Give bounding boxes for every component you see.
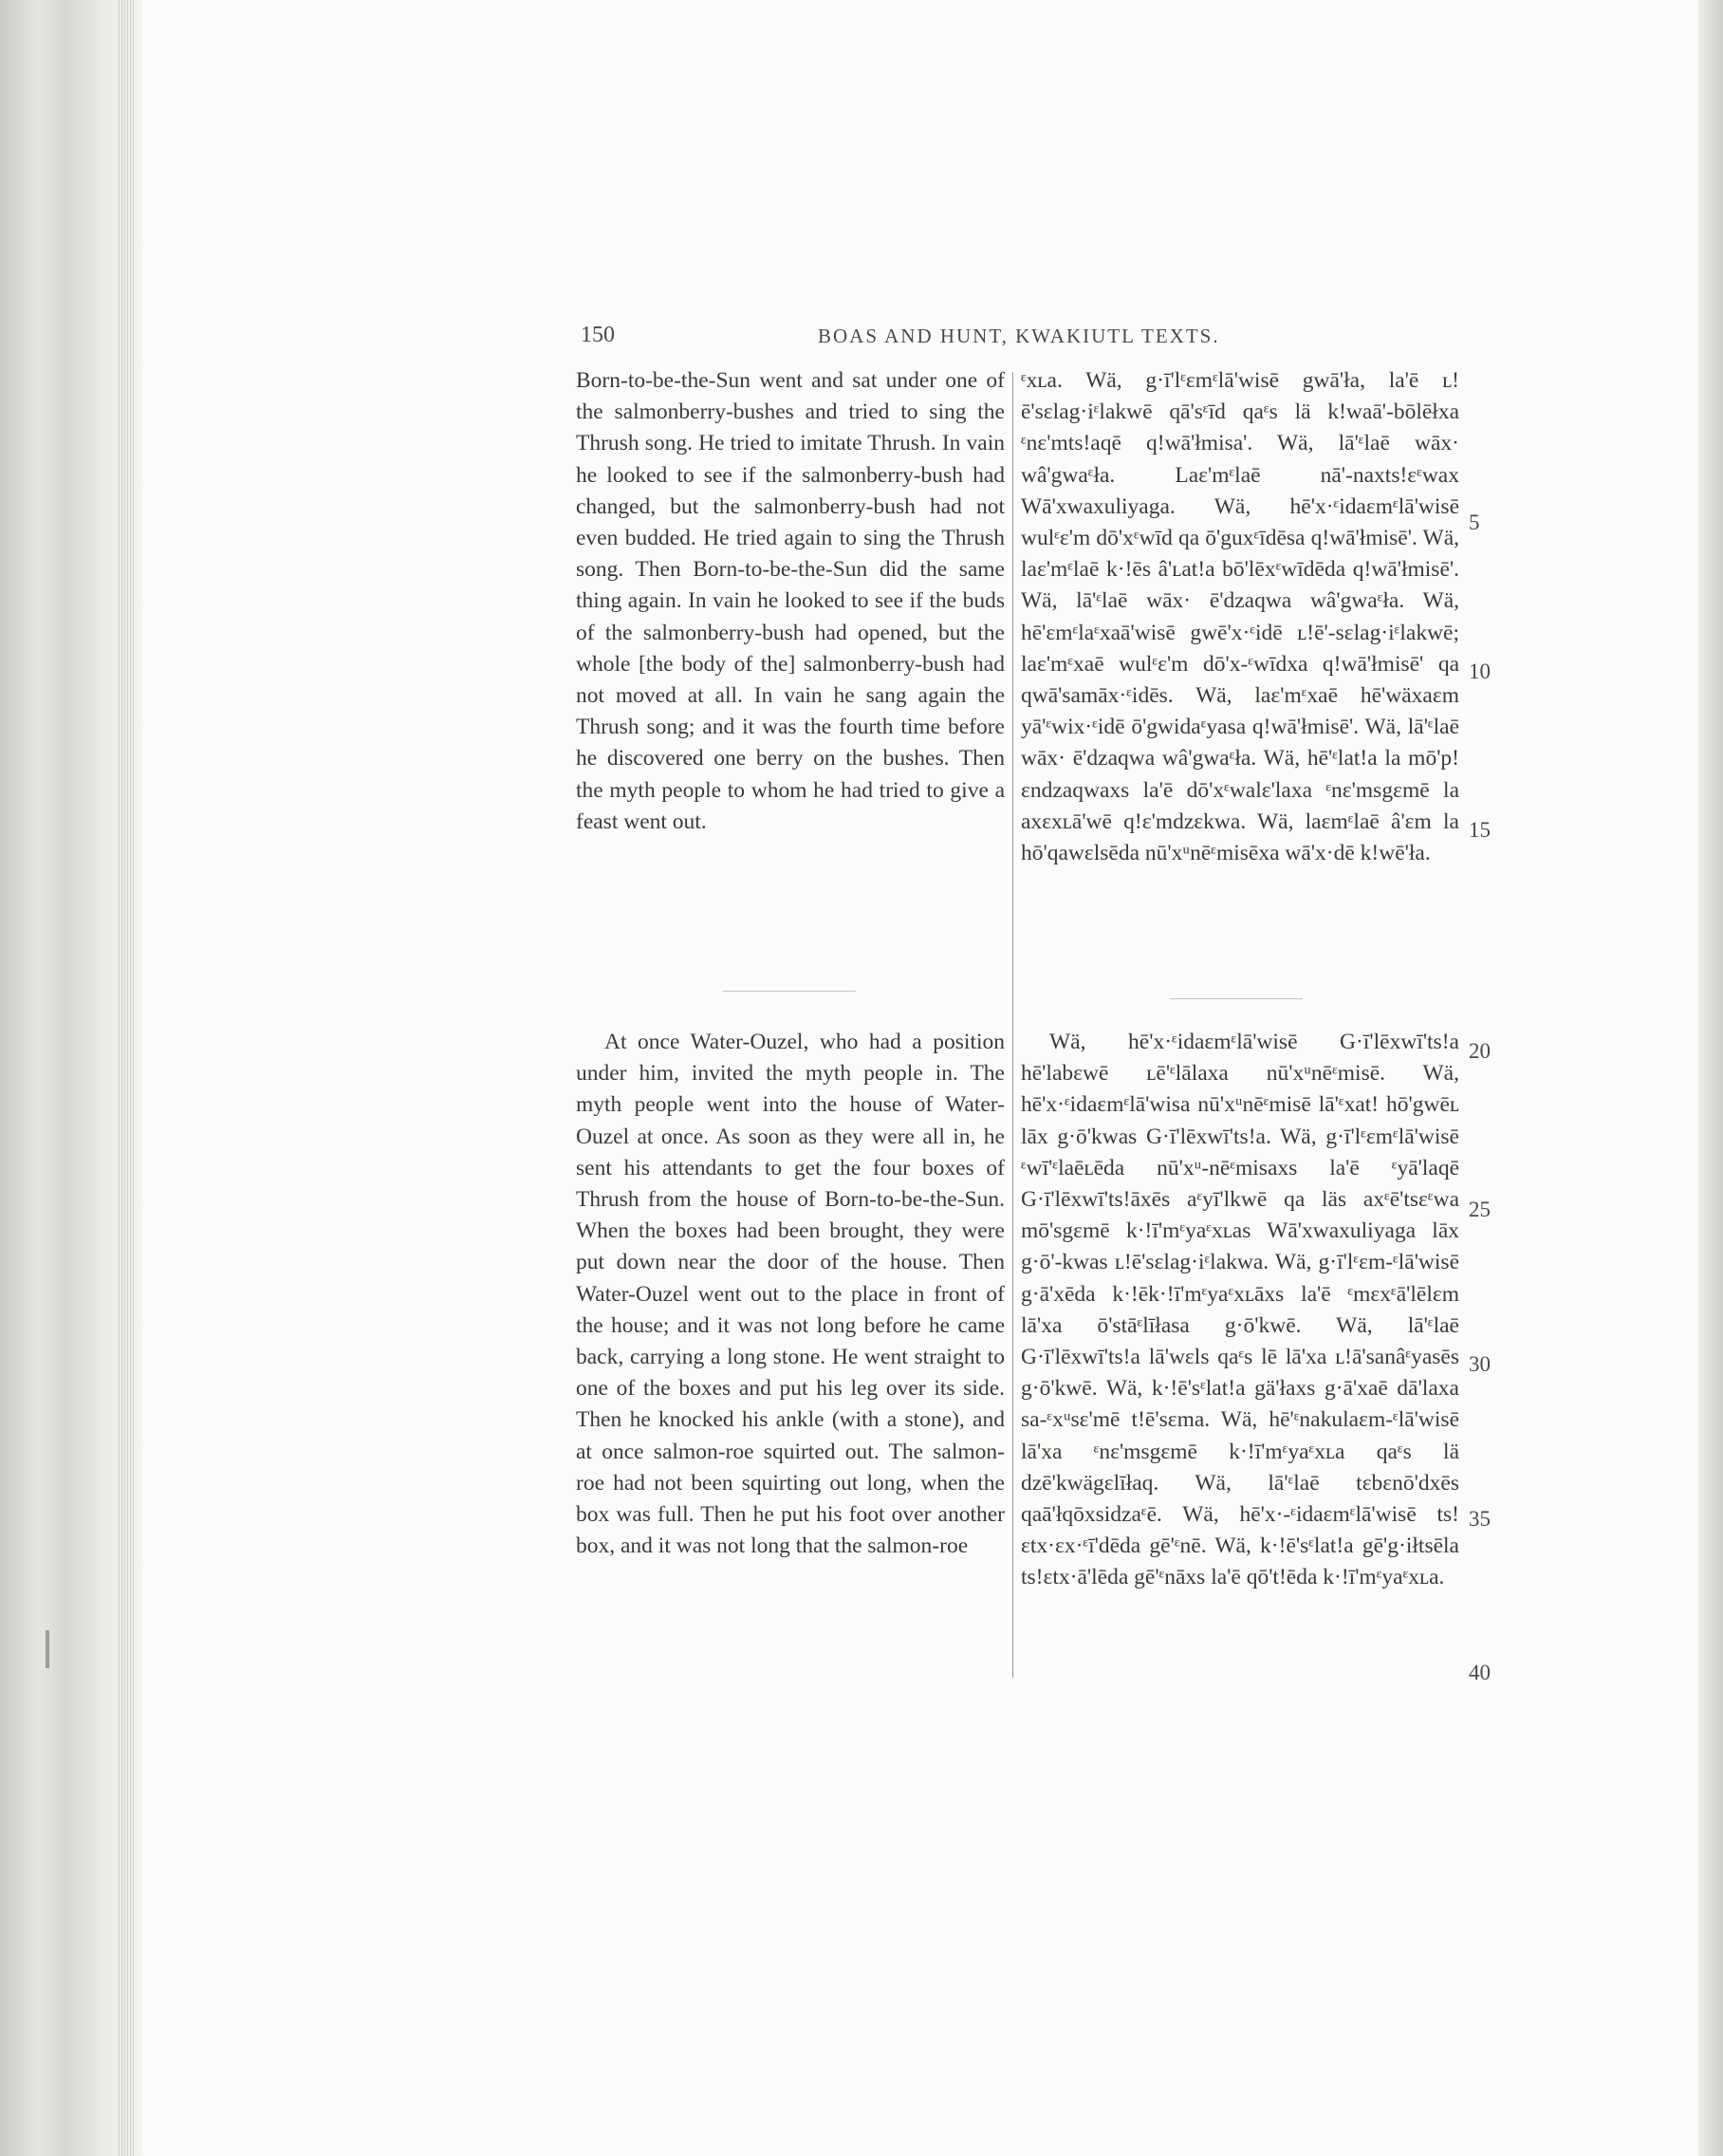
line-number-35: 35: [1469, 1507, 1491, 1531]
column-rule: [1012, 372, 1013, 1678]
section-divider-left: [723, 991, 856, 992]
running-head: [581, 323, 1577, 357]
english-paragraph-1: [576, 365, 1005, 838]
kwakiutl-text-2: Wä, hē'x·ᵋidaɛmᵋlā'wisē G·ī'lēxwī'ts!a hē'labɛwē ʟē'ᵋlālaxa nū'xᵘnēᵋmisē. Wä, hē'x·ᵋidaɛmᵋlā'wisa nū'xᵘnēᵋmisē lā'ᵋxat! hō'gwēʟ lāx g·ō'kwas G·ī'lēxwī'ts!a. Wä, g·ī'lᵋɛmᵋlā'wisē ᵋwī'ᵋlaēʟēda nū'xᵘ-nēᵋmisaxs la'ē ᵋyā'laqē G·ī'lēxwī'ts!āxēs aᵋyī'lkwē qa läs axᵋē'tsɛᵋwa mō'sgɛmē k·!ī'mᵋyaᵋxʟas Wā'xwaxuliyaga lāx g·ō'-kwas ʟ!ē'sɛlag·iᵋlakwa. Wä, g·ī'lᵋɛm-ᵋlā'wisē g·ā'xēda k·!ēk·!ī'mᵋyaᵋxʟāxs la'ē ᵋmɛxᵋā'lēlɛm lā'xa ō'stāᵋlīłasa g·ō'kwē. Wä, lā'ᵋlaē G·ī'lēxwī'ts!a lā'wɛls qaᵋs lē lā'xa ʟ!ā'sanâᵋyasēs g·ō'kwē. Wä, k·!ē'sᵋlat!a gä'łaxs g·ā'xaē dā'laxa sa-ᵋxᵘsɛ'mē t!ē'sɛma. Wä, hē'ᵋnakulaɛm-ᵋlā'wisē lā'xa ᵋnɛ'msgɛmē k·!ī'mᵋyaᵋxʟa qaᵋs lä dzē'kwägɛlīłaq. Wä, lā'ᵋlaē tɛbɛnō'dxēs qaā'łqōxsidzaᵋē. Wä, hē'x·-ᵋidaɛmᵋlā'wisē ts!ɛtx·ɛx·ᵋī'dēda gē'ᵋnē. Wä, k·!ē'sᵋlat!a gē'g·iłtsēla ts!ɛtx·ā'lēda gē'ᵋnāxs la'ē qō't!ēda k·!ī'mᵋyaᵋxʟa.: [1021, 1030, 1459, 1590]
page-right-edge: [1698, 0, 1723, 2156]
line-number-40: 40: [1469, 1661, 1491, 1684]
scan-mark: [46, 1630, 49, 1668]
page-stack-edges: [119, 0, 136, 2156]
kwakiutl-text-1: ᵋxʟa. Wä, g·ī'lᵋɛmᵋlā'wisē gwā'ła, la'ē ʟ!ē'sɛlag·iᵋlakwē qā'sᵋīd qaᵋs lä k!waā'-bōlēłxa ᵋnɛ'mts!aqē q!wā'łmisa'. Wä, lā'ᵋlaē wāx· wâ'gwaᵋła. Laɛ'mᵋlaē nā'-naxts!ɛᵋwax Wā'xwaxuliyaga. Wä, hē'x·ᵋidaɛmᵋlā'wisē wulᵋɛ'm dō'xᵋwīd qa ō'guxᵋīdēsa q!wā'łmisē'. Wä, laɛ'mᵋlaē k·!ēs â'ʟat!a bō'lēxᵋwīdēda q!wā'łmisē'. Wä, lā'ᵋlaē wāx· ē'dzaqwa wâ'gwaᵋła. Wä, hē'ɛmᵋlaᵋxaā'wisē gwē'x·ᵋidē ʟ!ē'-sɛlag·iᵋlakwē; laɛ'mᵋxaē wulᵋɛ'm dō'x-ᵋwīdxa q!wā'łmisē' qa qwā'samāx·ᵋidēs. Wä, laɛ'mᵋxaē hē'wäxaɛm yā'ᵋwix·ᵋidē ō'gwidaᵋyasa q!wā'łmisē'. Wä, lā'ᵋlaē wāx· ē'dzaqwa wâ'gwaᵋła. Wä, hē'ᵋlat!a la mō'p!ɛndzaqwaxs la'ē dō'xᵋwalɛ'laxa ᵋnɛ'msgɛmē la axɛxʟā'wē q!ɛ'mdzɛkwa. Wä, laɛmᵋlaē â'ɛm la hō'qawɛlsēda nū'xᵘnēᵋmisēxa wā'x·dē k!wē'ła.: [1021, 368, 1459, 866]
section-divider-right: [1170, 998, 1303, 999]
line-number-20: 20: [1469, 1039, 1491, 1063]
line-number-25: 25: [1469, 1198, 1491, 1221]
kwakiutl-paragraph-1: [1021, 365, 1459, 869]
kwakiutl-paragraph-2: [1021, 1027, 1459, 1594]
english-paragraph-2: [576, 1027, 1005, 1562]
line-number-15: 15: [1469, 818, 1491, 842]
english-text-1: Born-to-be-the-Sun went and sat under one of the salmonberry-bushes and tried to sing the Thrush song. He tried to imitate Thrush. In vain he looked to see if the salmonberry-bush had changed, but the salmonberry-bush had not even budded. He tried again to sing the Thrush song. Then Born-to-be-the-Sun did the same thing again. In vain he looked to see if the buds of the salmonberry-bush had opened, but the whole [the body of the] salmonberry-bush had not moved at all. In vain he sang again the Thrush song; and it was the fourth time before he discovered one berry on the bushes. Then the myth people to whom he had tried to give a feast went out.: [576, 368, 1005, 834]
line-number-10: 10: [1469, 660, 1491, 683]
line-number-30: 30: [1469, 1352, 1491, 1376]
line-number-5: 5: [1469, 511, 1480, 534]
english-text-2: At once Water-Ouzel, who had a position under him, invited the myth people in. The myth people went into the house of Water-Ouzel at once. As soon as they were all in, he sent his attendants to get the four boxes of Thrush from the house of Born-to-be-the-Sun. When the boxes had been brought, they were put down near the door of the house. Then Water-Ouzel went out to the place in front of the house; and it was not long before he came back, carrying a long stone. He went straight to one of the boxes and put his leg over its side. Then he knocked his ankle (with a stone), and at once salmon-roe squirted out. The salmon-roe had not been squirting out long, when the box was full. Then he put his foot over another box, and it was not long that the salmon-roe: [576, 1030, 1005, 1559]
page-number: 150: [581, 323, 615, 347]
running-title: BOAS AND HUNT, KWAKIUTL TEXTS.: [818, 325, 1220, 347]
